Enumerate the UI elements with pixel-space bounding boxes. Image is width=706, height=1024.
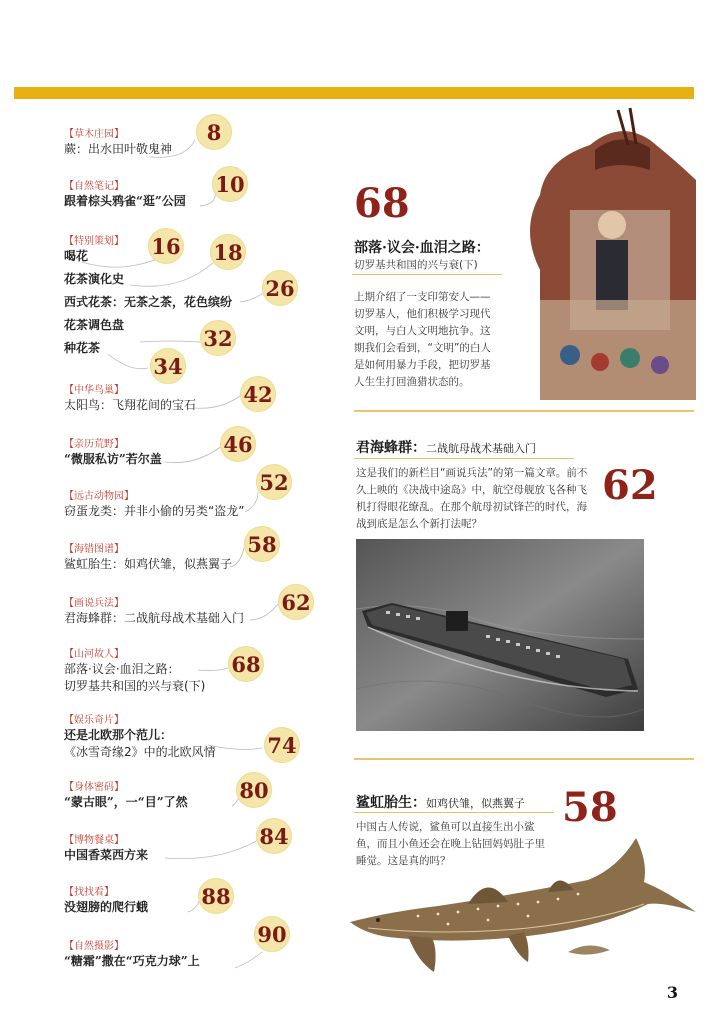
feature-body: 上期介绍了一支印第安人——切罗基人，他们积极学习现代文明，与白人文明地抗争。这期我们会看到，“文明”的白人是如何用暴力手段，把切罗基人生生打回渔猎状态的。: [354, 291, 491, 388]
toc-entry-shanheguren[interactable]: [64, 648, 205, 695]
toc-category: 【远古动物园】: [64, 491, 134, 502]
toc-title: 太阳鸟：飞翔花间的宝石: [64, 398, 197, 412]
toc-entry-yulexipian[interactable]: [64, 714, 216, 761]
toc-category: 【特别策划】: [64, 236, 124, 247]
page-number-badge[interactable]: 74: [264, 727, 300, 763]
feature-page-number[interactable]: 62: [602, 462, 658, 509]
page-number-badge[interactable]: 88: [198, 878, 234, 914]
feature-title-rest: 二战航母战术基础入门: [426, 442, 536, 455]
feature-title-rest: 如鸡伏雏，似燕翼子: [426, 797, 525, 810]
toc-entry-haicuotupu[interactable]: [64, 543, 232, 573]
feature-divider: [354, 458, 574, 459]
toc-title: 中国香菜西方来: [64, 848, 149, 862]
page-number-badge[interactable]: 42: [240, 376, 276, 412]
feature-title[interactable]: [354, 237, 490, 257]
page-number-badge[interactable]: 34: [150, 348, 186, 384]
feature-title[interactable]: [356, 792, 525, 812]
toc-category: 【身体密码】: [64, 782, 124, 793]
page-number-badge[interactable]: 16: [148, 228, 184, 264]
toc-category: 【自然摄影】: [64, 941, 124, 952]
feature-title-bold: 鲨虹胎生：: [356, 795, 426, 811]
section-divider: [354, 410, 694, 412]
toc-title: 喝花: [64, 249, 89, 263]
page-number-badge[interactable]: 18: [210, 234, 246, 270]
toc-category: 【博物餐桌】: [64, 835, 124, 846]
page-number-badge[interactable]: 52: [256, 464, 292, 500]
toc-title: 跟着棕头鸦雀“逛”公园: [64, 194, 186, 208]
toc-title: 还是北欧那个范儿：: [64, 728, 173, 742]
page-number-badge[interactable]: 90: [254, 916, 290, 952]
feature-body: 这是我们的新栏目“画说兵法”的第一篇文章。前不久上映的《决战中途岛》中，航空母舰放飞各种飞机打得眼花缭乱。在那个航母初试锋芒的时代，海战到底是怎么个新打法呢？: [356, 467, 588, 530]
toc-entry-huashuobingfa[interactable]: [64, 597, 244, 627]
toc-entry-zhaozhaokan[interactable]: [64, 886, 148, 916]
toc-title: 部落·议会·血泪之路：: [64, 662, 180, 676]
feature-divider: [354, 812, 554, 813]
page-number-badge[interactable]: 80: [236, 772, 272, 808]
shark-illustration: [348, 832, 698, 992]
feature-title-bold: 部落·议会·血泪之路：: [354, 240, 490, 256]
toc-entry-zhonghuaniaochao[interactable]: [64, 384, 196, 414]
feature-body: 中国古人传说，鲨鱼可以直接生出小鲨鱼，而且小鱼还会在晚上钻回妈妈肚子里睡觉。这是真的吗？: [356, 821, 545, 867]
toc-title: 君海蜂群：二战航母战术基础入门: [64, 611, 245, 625]
page-number-badge[interactable]: 84: [256, 818, 292, 854]
page-folio: 3: [666, 983, 678, 1002]
toc-category: 【画说兵法】: [64, 598, 124, 609]
toc-entry-shentimima[interactable]: [64, 781, 188, 811]
toc-subtitle: 《冰雪奇缘2》中的北欧风情: [64, 745, 216, 759]
toc-title: 窃蛋龙类：并非小偷的另类“盗龙”: [64, 504, 245, 518]
section-divider: [354, 758, 694, 760]
toc-entry-yuangudongwuyuan[interactable]: [64, 490, 244, 520]
feature-divider: [352, 274, 502, 275]
toc-title: “蒙古眼”，一“目”了然: [64, 795, 188, 809]
page-number-badge[interactable]: 58: [244, 526, 280, 562]
toc-title: “微服私访”若尔盖: [64, 452, 162, 466]
feature-title[interactable]: [356, 437, 536, 457]
feature-page-number[interactable]: 58: [562, 784, 618, 831]
toc-category: 【娱乐奇片】: [64, 715, 124, 726]
aircraft-carrier-photo: [356, 539, 644, 731]
feature-subtitle: 切罗基共和国的兴与衰(下): [354, 259, 478, 271]
toc-title: 西式花茶：无茶之茶，花色缤纷: [64, 295, 233, 309]
toc-category: 【自然笔记】: [64, 181, 124, 192]
toc-entry-caomuzhuangyuan[interactable]: [64, 128, 172, 158]
toc-title: 没翅膀的爬行蛾: [64, 900, 149, 914]
feature-page-number[interactable]: 68: [354, 180, 410, 227]
toc-title: “糖霜”撒在“巧克力球”上: [64, 954, 200, 968]
top-accent-bar: [14, 87, 694, 99]
toc-entry-zirianbiji[interactable]: [64, 180, 186, 210]
toc-title: 蕨：出水田叶敬鬼神: [64, 142, 173, 156]
page-number-badge[interactable]: 8: [196, 114, 232, 150]
toc-category: 【草木庄园】: [64, 129, 124, 140]
toc-title: 种花茶: [64, 341, 101, 355]
toc-entry-qinlihuangye[interactable]: [64, 438, 162, 468]
toc-title: 花茶演化史: [64, 272, 125, 286]
toc-category: 【海错图谱】: [64, 544, 124, 555]
toc-entry-ziransheying[interactable]: [64, 940, 200, 970]
toc-category: 【亲历荒野】: [64, 439, 124, 450]
page-number-badge[interactable]: 32: [200, 320, 236, 356]
cherokee-illustration: [500, 100, 696, 400]
toc-subtitle: 切罗基共和国的兴与衰(下): [64, 679, 206, 693]
page-number-badge[interactable]: 46: [220, 426, 256, 462]
toc-category: 【山河故人】: [64, 649, 124, 660]
page-number-badge[interactable]: 62: [278, 584, 314, 620]
toc-entry-bowucanzhuo[interactable]: [64, 834, 148, 864]
feature-title-bold: 君海蜂群：: [356, 440, 426, 456]
page-number-badge[interactable]: 10: [212, 166, 248, 202]
toc-category: 【找找看】: [64, 887, 114, 898]
page-number-badge[interactable]: 26: [262, 270, 298, 306]
page-number-badge[interactable]: 68: [228, 646, 264, 682]
toc-category: 【中华鸟巢】: [64, 385, 124, 396]
toc-title: 鲨虹胎生：如鸡伏雏，似燕翼子: [64, 557, 233, 571]
toc-title: 花茶调色盘: [64, 318, 125, 332]
